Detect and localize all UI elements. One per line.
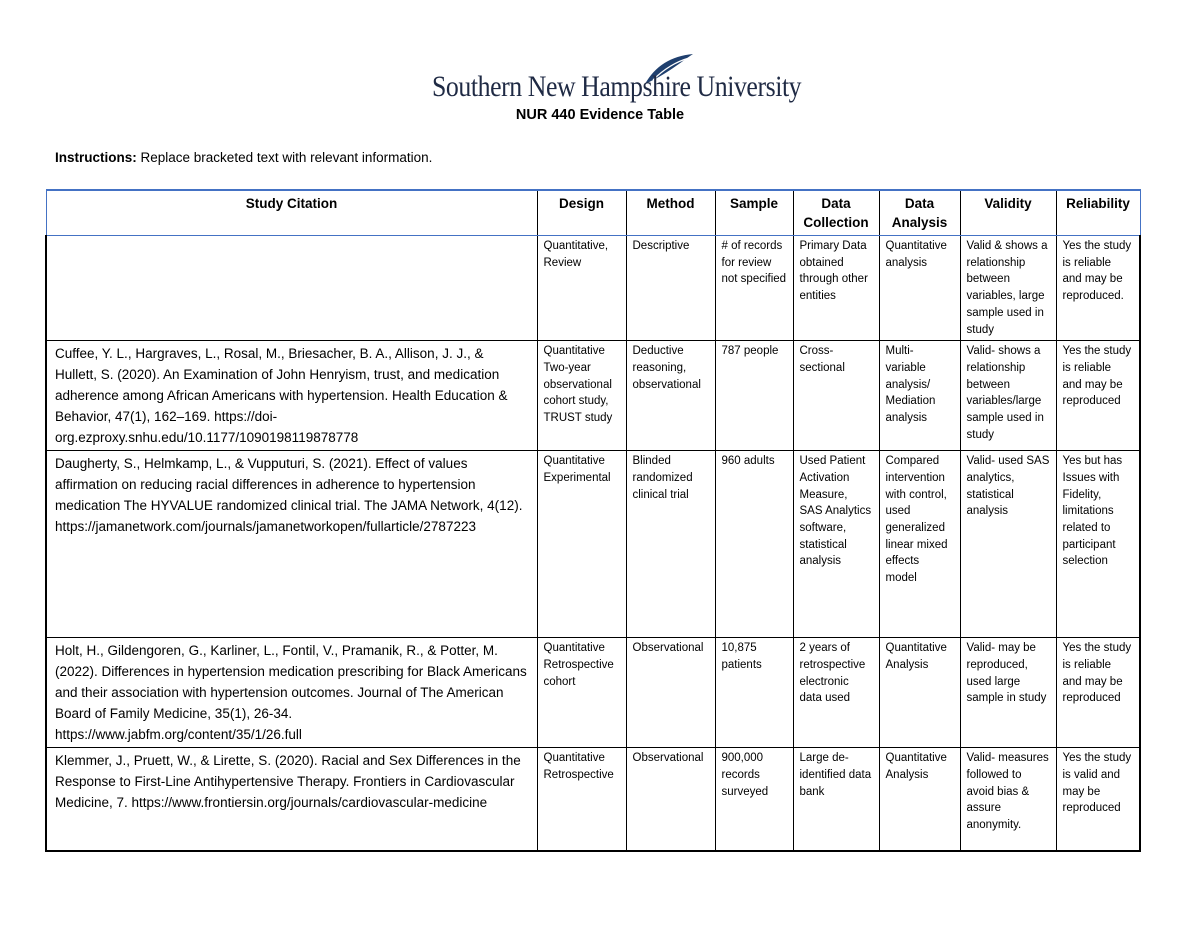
sample-cell: 787 people <box>715 341 793 451</box>
validity-cell: Valid & shows a relationship between variables, large sample used in study <box>960 236 1056 341</box>
method-cell: Observational <box>626 748 715 852</box>
sample-cell: 900,000 records surveyed <box>715 748 793 852</box>
university-logo <box>432 52 802 104</box>
sample-cell: 10,875 patients <box>715 638 793 748</box>
table-row <box>46 341 1140 451</box>
reliability-cell: Yes but has Issues with Fidelity, limitations related to participant selection <box>1056 451 1140 638</box>
reliability-cell: Yes the study is reliable and may be reproduced <box>1056 638 1140 748</box>
data-collection-cell: Cross-sectional <box>793 341 879 451</box>
column-header-data-analysis: Data Analysis <box>879 190 960 236</box>
reliability-cell: Yes the study is valid and may be reproduced <box>1056 748 1140 852</box>
citation-cell: Holt, H., Gildengoren, G., Karliner, L., Fontil, V., Pramanik, R., & Potter, M. (2022). Differences in hypertension medication prescribing for Black Americans and their association with hypertension outcomes. Journal of The American Board of Family Medicine, 35(1), 26-34. https://www.jabfm.org/content/35/1/26.full <box>46 638 537 748</box>
citation-cell: Cuffee, Y. L., Hargraves, L., Rosal, M., Briesacher, B. A., Allison, J. J., & Hullett, S. (2020). An Examination of John Henryism, trust, and medication adherence among African Americans with hypertension. Health Education & Behavior, 47(1), 162–169. https://doi-org.ezproxy.snhu.edu/10.1177/1090198119878778 <box>46 341 537 451</box>
instructions-label: Instructions: <box>55 150 137 165</box>
data-analysis-cell: Quantitative Analysis <box>879 748 960 852</box>
column-header-citation: Study Citation <box>46 190 537 236</box>
table-row <box>46 451 1140 638</box>
data-analysis-cell: Quantitative analysis <box>879 236 960 341</box>
column-header-data-collection: Data Collection <box>793 190 879 236</box>
design-cell: Quantitative Two-year observational cohort study, TRUST study <box>537 341 626 451</box>
validity-cell: Valid- shows a relationship between variables/large sample used in study <box>960 341 1056 451</box>
data-analysis-cell: Quantitative Analysis <box>879 638 960 748</box>
column-header-method: Method <box>626 190 715 236</box>
sample-cell: # of records for review not specified <box>715 236 793 341</box>
table-row <box>46 236 1140 341</box>
university-name: Southern New Hampshire University <box>432 70 802 103</box>
instructions <box>55 150 432 165</box>
sample-cell: 960 adults <box>715 451 793 638</box>
method-cell: Descriptive <box>626 236 715 341</box>
data-analysis-cell: Compared intervention with control, used generalized linear mixed effects model <box>879 451 960 638</box>
table-row <box>46 748 1140 852</box>
instructions-text: Replace bracketed text with relevant information. <box>136 150 433 165</box>
validity-cell: Valid- used SAS analytics, statistical analysis <box>960 451 1056 638</box>
validity-cell: Valid- measures followed to avoid bias & assure anonymity. <box>960 748 1056 852</box>
data-collection-cell: 2 years of retrospective electronic data used <box>793 638 879 748</box>
data-analysis-cell: Multi-variable analysis/ Mediation analysis <box>879 341 960 451</box>
table-row <box>46 638 1140 748</box>
citation-cell: Daugherty, S., Helmkamp, L., & Vupputuri, S. (2021). Effect of values affirmation on reducing racial differences in adherence to hypertension medication The HYVALUE randomized clinical trial. The JAMA Network, 4(12). https://jamanetwork.com/journals/jamanetworkopen/fullarticle/2787223 <box>46 451 537 638</box>
document-title: NUR 440 Evidence Table <box>515 107 685 123</box>
column-header-validity: Validity <box>960 190 1056 236</box>
design-cell: Quantitative Retrospective <box>537 748 626 852</box>
method-cell: Observational <box>626 638 715 748</box>
method-cell: Blinded randomized clinical trial <box>626 451 715 638</box>
validity-cell: Valid- may be reproduced, used large sample in study <box>960 638 1056 748</box>
data-collection-cell: Large de-identified data bank <box>793 748 879 852</box>
method-cell: Deductive reasoning, observational <box>626 341 715 451</box>
evidence-table <box>45 189 1141 852</box>
reliability-cell: Yes the study is reliable and may be reproduced. <box>1056 236 1140 341</box>
citation-cell: Klemmer, J., Pruett, W., & Lirette, S. (2020). Racial and Sex Differences in the Response to First-Line Antihypertensive Therapy. Frontiers in Cardiovascular Medicine, 7. https://www.frontiersin.org/journals/cardiovascular-medicine <box>46 748 537 852</box>
citation-cell <box>46 236 537 341</box>
column-header-sample: Sample <box>715 190 793 236</box>
data-collection-cell: Primary Data obtained through other entities <box>793 236 879 341</box>
design-cell: Quantitative Experimental <box>537 451 626 638</box>
reliability-cell: Yes the study is reliable and may be reproduced <box>1056 341 1140 451</box>
column-header-design: Design <box>537 190 626 236</box>
data-collection-cell: Used Patient Activation Measure, SAS Analytics software, statistical analysis <box>793 451 879 638</box>
table-header-row <box>46 190 1140 236</box>
column-header-reliability: Reliability <box>1056 190 1140 236</box>
design-cell: Quantitative, Review <box>537 236 626 341</box>
design-cell: Quantitative Retrospective cohort <box>537 638 626 748</box>
